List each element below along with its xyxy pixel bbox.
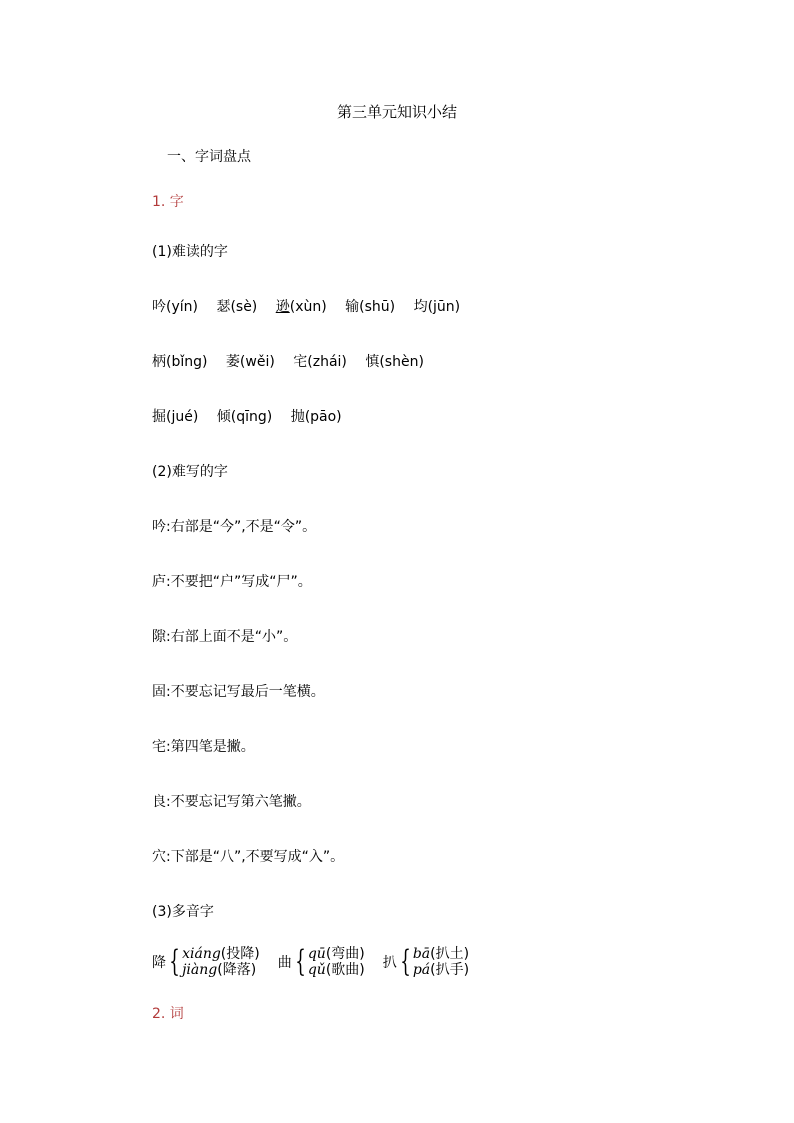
pinyin-item: 瑟(sè) [216, 299, 258, 315]
pinyin-item: 柄(bǐng) [152, 354, 208, 370]
writing-note: 固:不要忘记写最后一笔横。 [152, 684, 325, 700]
writing-note: 庐:不要把“户”写成“尸”。 [152, 574, 312, 590]
pinyin-item: 抛(pāo) [290, 409, 342, 425]
part-hard-to-write: (2)难写的字 [152, 464, 228, 480]
polyphonic-item: 扒 { bā(扒土) pá(扒手) [382, 944, 470, 979]
brace-icon: { [295, 944, 306, 979]
writing-note: 穴:下部是“八”,不要写成“入”。 [152, 849, 345, 865]
pinyin-item: 均(jūn) [413, 299, 461, 315]
writing-note: 宅:第四笔是撇。 [152, 739, 255, 755]
polyphonic-row [152, 942, 487, 982]
polyphonic-item: 曲 { qū(弯曲) qǔ(歌曲) [277, 944, 365, 979]
brace-icon: { [400, 944, 411, 979]
writing-note: 隙:右部上面不是“小”。 [152, 629, 298, 645]
pinyin-item: 吟(yín) [152, 299, 198, 315]
subheading-words: 2. 词 [152, 1006, 184, 1022]
pinyin-item: 输(shū) [345, 299, 396, 315]
pinyin-row-2 [152, 353, 438, 371]
subheading-characters: 1. 字 [152, 194, 184, 210]
section-heading: 一、字词盘点 [167, 149, 251, 165]
part-polyphonic: (3)多音字 [152, 904, 214, 920]
pinyin-item: 倾(qīng) [216, 409, 273, 425]
pinyin-item: 萎(wěi) [225, 354, 275, 370]
pinyin-item: 掘(jué) [152, 409, 199, 425]
pinyin-item: 宅(zhái) [293, 354, 347, 370]
pinyin-row-3 [152, 408, 356, 426]
page-title: 第三单元知识小结 [336, 103, 457, 121]
writing-note: 吟:右部是“今”,不是“令”。 [152, 519, 317, 535]
brace-icon: { [169, 944, 180, 979]
pinyin-item: 慎(shèn) [365, 354, 424, 370]
polyphonic-item: 降 { xiáng(投降) jiàng(降落) [152, 944, 260, 979]
pinyin-item: 逊(xùn) [275, 299, 327, 315]
writing-note: 良:不要忘记写第六笔撇。 [152, 794, 311, 810]
pinyin-row-1 [152, 298, 474, 316]
part-hard-to-read: (1)难读的字 [152, 244, 228, 260]
